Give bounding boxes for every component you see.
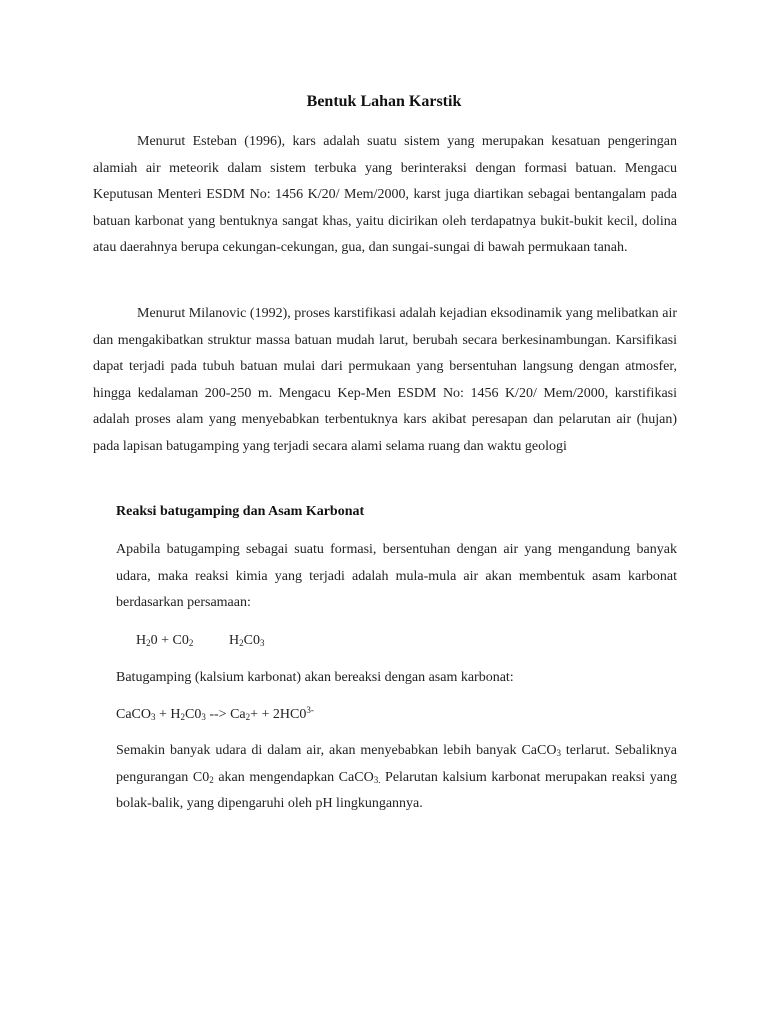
eq1-product-h: H bbox=[229, 633, 240, 648]
eq2-hco: + + 2HC0 bbox=[250, 707, 307, 722]
section-heading: Reaksi batugamping dan Asam Karbonat bbox=[116, 504, 365, 519]
paragraph-dissolution-conditions bbox=[116, 738, 677, 818]
equation-carbonic-acid-product bbox=[229, 631, 264, 651]
eq1-product-c: C0 bbox=[243, 633, 260, 648]
eq2-hco-sup: 3- bbox=[306, 705, 314, 715]
eq1-reactants: 0 + C0 bbox=[150, 633, 189, 648]
paragraph-kars-definition: Menurut Esteban (1996), kars adalah suatu sistem yang merupakan kesatuan pengeringan alamiah air meteorik dalam sistem terbuka yang berinteraksi dengan formasi batuan. Mengacu Keputusan Menteri ESDM No: 1456 K/20/ Mem/2000, karst juga diartikan sebagai bentangalam pada batuan karbonat yang bentuknya sangat khas, yaitu dicirikan oleh terdapatnya bukit-bukit kecil, dolina atau daerahnya berupa cekungan-cekungan, gua, dan sungai-sungai di bawah permukaan tanah. bbox=[93, 134, 677, 256]
eq1-product-h-sub: 2 bbox=[239, 638, 244, 648]
eq2-h: + H bbox=[155, 707, 181, 722]
p5-part2-sub: 2 bbox=[209, 774, 214, 785]
p5-part1: Semakin banyak udara di dalam air, akan menyebabkan lebih banyak CaCO bbox=[116, 743, 557, 758]
eq1-h: H bbox=[136, 633, 147, 648]
p5-part4: Pelarutan kalsium karbonat merupakan reaksi yang bolak-balik, yang dipengaruhi oleh pH lingkungannya. bbox=[116, 769, 677, 812]
p5-part2: terlarut. Sebaliknya pengurangan C0 bbox=[116, 743, 677, 785]
equation-limestone-dissolution bbox=[116, 705, 314, 725]
document-title: Bentuk Lahan Karstik bbox=[306, 93, 462, 110]
eq1-co2-sub: 2 bbox=[188, 638, 194, 648]
p5-part3-sub: 3. bbox=[373, 774, 381, 785]
eq2-ca-sub: 2 bbox=[245, 712, 251, 722]
eq1-product-c-sub: 3 bbox=[259, 638, 265, 648]
paragraph-limestone-reaction: Batugamping (kalsium karbonat) akan bereaksi dengan asam karbonat: bbox=[116, 670, 514, 685]
p5-part1-sub: 3 bbox=[556, 748, 561, 758]
eq2-arrow-ca: --> Ca bbox=[205, 707, 246, 722]
eq2-co-sub: 3 bbox=[201, 712, 206, 722]
eq2-co: C0 bbox=[185, 707, 202, 722]
eq1-h-sub: 2 bbox=[146, 638, 151, 648]
paragraph-karstifikasi: Menurut Milanovic (1992), proses karstifikasi adalah kejadian eksodinamik yang melibatkan air dan mengakibatkan struktur massa batuan mudah larut, berubah secara berkesinambungan. Karsifikasi dapat terjadi pada tubuh batuan mulai dari permukaan yang bersentuhan langsung dengan atmosfer, hingga kedalaman 200-250 m. Mengacu Kep-Men ESDM No: 1456 K/20/ Mem/2000, karstifikasi adalah proses alam yang menyebabkan terbentuknya kars akibat peresapan dan pelarutan air (hujan) pada lapisan batugamping yang terjadi secara alami selama ruang dan waktu geologi bbox=[93, 306, 677, 454]
equation-carbonic-acid bbox=[136, 631, 193, 651]
paragraph-reaction-intro: Apabila batugamping sebagai suatu formasi, bersentuhan dengan air yang mengandung banyak udara, maka reaksi kimia yang terjadi adalah mula-mula air akan membentuk asam karbonat berdasarkan persamaan: bbox=[116, 542, 677, 611]
p5-part3: akan mengendapkan CaCO bbox=[213, 769, 374, 785]
eq2-caco: CaCO bbox=[116, 707, 151, 722]
eq2-h-sub: 2 bbox=[180, 712, 186, 722]
eq2-caco-sub: 3 bbox=[151, 712, 156, 722]
